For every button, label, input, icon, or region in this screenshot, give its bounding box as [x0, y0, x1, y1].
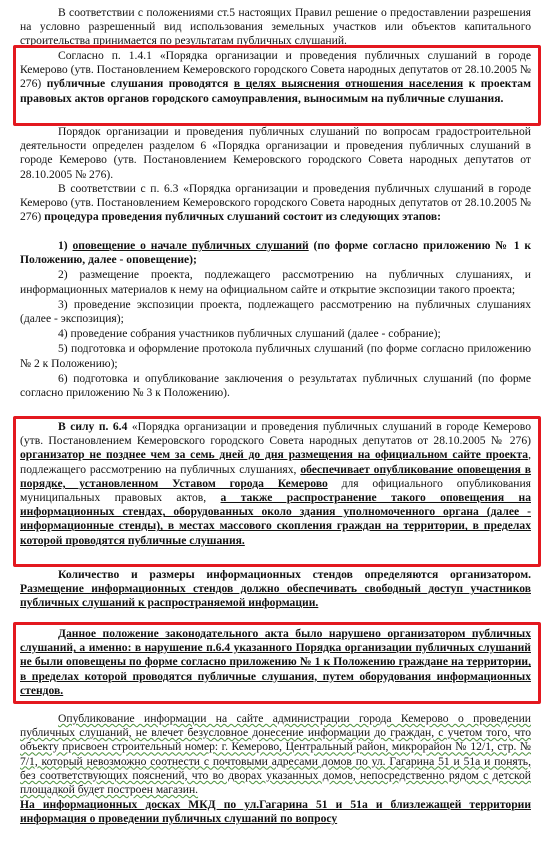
underlined-emphasis: Размещение информационных стендов должно обеспечивать свободный доступ участников публичных слушаний к распространяемой информации.: [20, 582, 531, 610]
emphasis-text: к проектам правовых актов органов городского самоуправления, выносимым на публичные слушания.: [20, 77, 531, 105]
underlined-emphasis: Данное положение законодательного акта было нарушено организатором публичных слушаний, а именно: в нарушение п.6.4 указанного Порядка организации публичных слушаний не были оповещены по форме согласно приложению № 1 к Положению граждане на территории, в пределах которой проводятся публичные слушания, путем оборудования информационных стендов.: [20, 627, 531, 697]
underlined-emphasis: оповещение о начале публичных слушаний: [72, 239, 309, 252]
paragraph-violation: [20, 627, 531, 698]
paragraph-stands: [20, 568, 531, 611]
citation-text: «Порядка организации и проведения публичных слушаний в городе Кемерово (утв. Постановлением Кемеровского городского Совета народных депутатов от 28.10.2005 № 276): [20, 420, 531, 448]
list-item: 2) размещение проекта, подлежащего рассмотрению на публичных слушаниях, и информационных материалов к нему на официальном сайте и открытие экспозиции такого проекта;: [20, 268, 531, 296]
stage-list: [20, 239, 531, 400]
paragraph-intro: [20, 6, 531, 49]
paragraph-6-3: [20, 182, 531, 225]
list-item: 4) проведение собрания участников публичных слушаний (далее - собрание);: [58, 327, 441, 341]
paragraph-1-4-1: [20, 49, 531, 106]
paragraph-website: [20, 712, 531, 797]
underlined-emphasis: обеспечивает опубликование оповещения в порядке, установленном Уставом города Кемерово: [20, 462, 532, 490]
list-item: 5) подготовка и оформление протокола публичных слушаний (по форме согласно приложению № 2 к Положению);: [20, 342, 531, 370]
emphasis-text: Количество и размеры информационных стендов определяются организатором.: [58, 568, 531, 581]
citation-text: Согласно п. 1.4.1 «Порядка организации и проведения публичных слушаний в городе Кемерово (утв. Постановлением Кемеровского городского Совета народных депутатов от 28.10.2005 № 276): [20, 49, 531, 91]
paragraph-text: В соответствии с положениями ст.5 настоящих Правил решение о предоставлении разрешения на условно разрешенный вид использования земельных участков или объектов капитального строительства принимается по результатам публичных слушаний.: [20, 6, 531, 48]
underlined-emphasis: На информационных досках МКД по ул.Гагарина 51 и 51а и близлежащей территории информация о проведении публичных слушаний по вопросу: [20, 798, 531, 826]
paragraph-text: Опубликование информации на сайте администрации города Кемерово о проведении публичных слушаний, не влечет безусловное донесение информации до граждан, с учетом того, что объекту присвоен строительный номер: г. Кемерово, Центральный район, микрорайон № 12/1, стр. № 7/1, который невозможно соотнести с почтовыми адресами домов по ул. Гагарина 51 и 51а и понять, без соответствующих пояснений, что во дворах указанных домов, непосредственно рядом с детской площадкой будет построен магазин.: [20, 712, 531, 797]
list-item: 3) проведение экспозиции проекта, подлежащего рассмотрению на публичных слушаниях (далее - экспозиция);: [20, 297, 531, 326]
paragraph-6-4: В силу п. 6.4 «Порядка организации и проведения публичных слушаний в городе Кемерово (утв. Постановлением Кемеровского городского Совета народных депутатов от 28.10.2005 № 276) организатор не позднее чем за семь дней до дня размещения на официальном сайте проекта, подлежащего рассмотрению на публичных слушаниях, обеспечивает опубликование оповещения в порядке, установленном Уставом города Кемерово для официального опубликования муниципальных правовых актов, а также распространение такого оповещения на информационных стендах, оборудованных около здания уполномоченного органа (далее - информационные стенды), в местах массового скопления граждан на территории, в пределах которой проводятся публичные слушания.: [20, 420, 532, 547]
underlined-emphasis: организатор не позднее чем за семь дней до дня размещения на официальном сайте проекта: [20, 448, 529, 462]
emphasis-text: публичные слушания проводятся: [41, 77, 234, 91]
citation-text: В соответствии с п. 6.3 «Порядка организации и проведения публичных слушаний в городе Кемерово (утв. Постановлением Кемеровского городского Совета народных депутатов от 28.10.2005 № 276): [20, 182, 531, 224]
underlined-emphasis: а также распространение такого оповещения на информационных стендах, оборудованных около здания уполномоченного органа (далее - информационные стенды), в местах массового скопления граждан на территории, в пределах которой проводятся публичные слушания.: [20, 491, 531, 547]
emphasis-text: В силу п. 6.4: [58, 420, 128, 433]
list-item: 6) подготовка и опубликование заключения о результатах публичных слушаний (по форме согласно приложению № 3 к Положению).: [20, 371, 531, 400]
underlined-emphasis: в целях выяснения отношения населения: [233, 77, 464, 91]
list-item: 1) оповещение о начале публичных слушаний (по форме согласно приложению № 1 к Положению, далее - оповещение);: [20, 239, 532, 267]
paragraph-section-6: [20, 125, 531, 182]
paragraph-text: Порядок организации и проведения публичных слушаний по вопросам градостроительной деятельности определен разделом 6 «Порядка организации и проведения публичных слушаний в городе Кемерово (утв. Постановлением Кемеровского городского Совета народных депутатов от 28.10.2005 № 276).: [20, 125, 531, 181]
emphasis-text: процедура проведения публичных слушаний состоит из следующих этапов:: [44, 210, 442, 224]
paragraph-boards: [20, 798, 531, 826]
